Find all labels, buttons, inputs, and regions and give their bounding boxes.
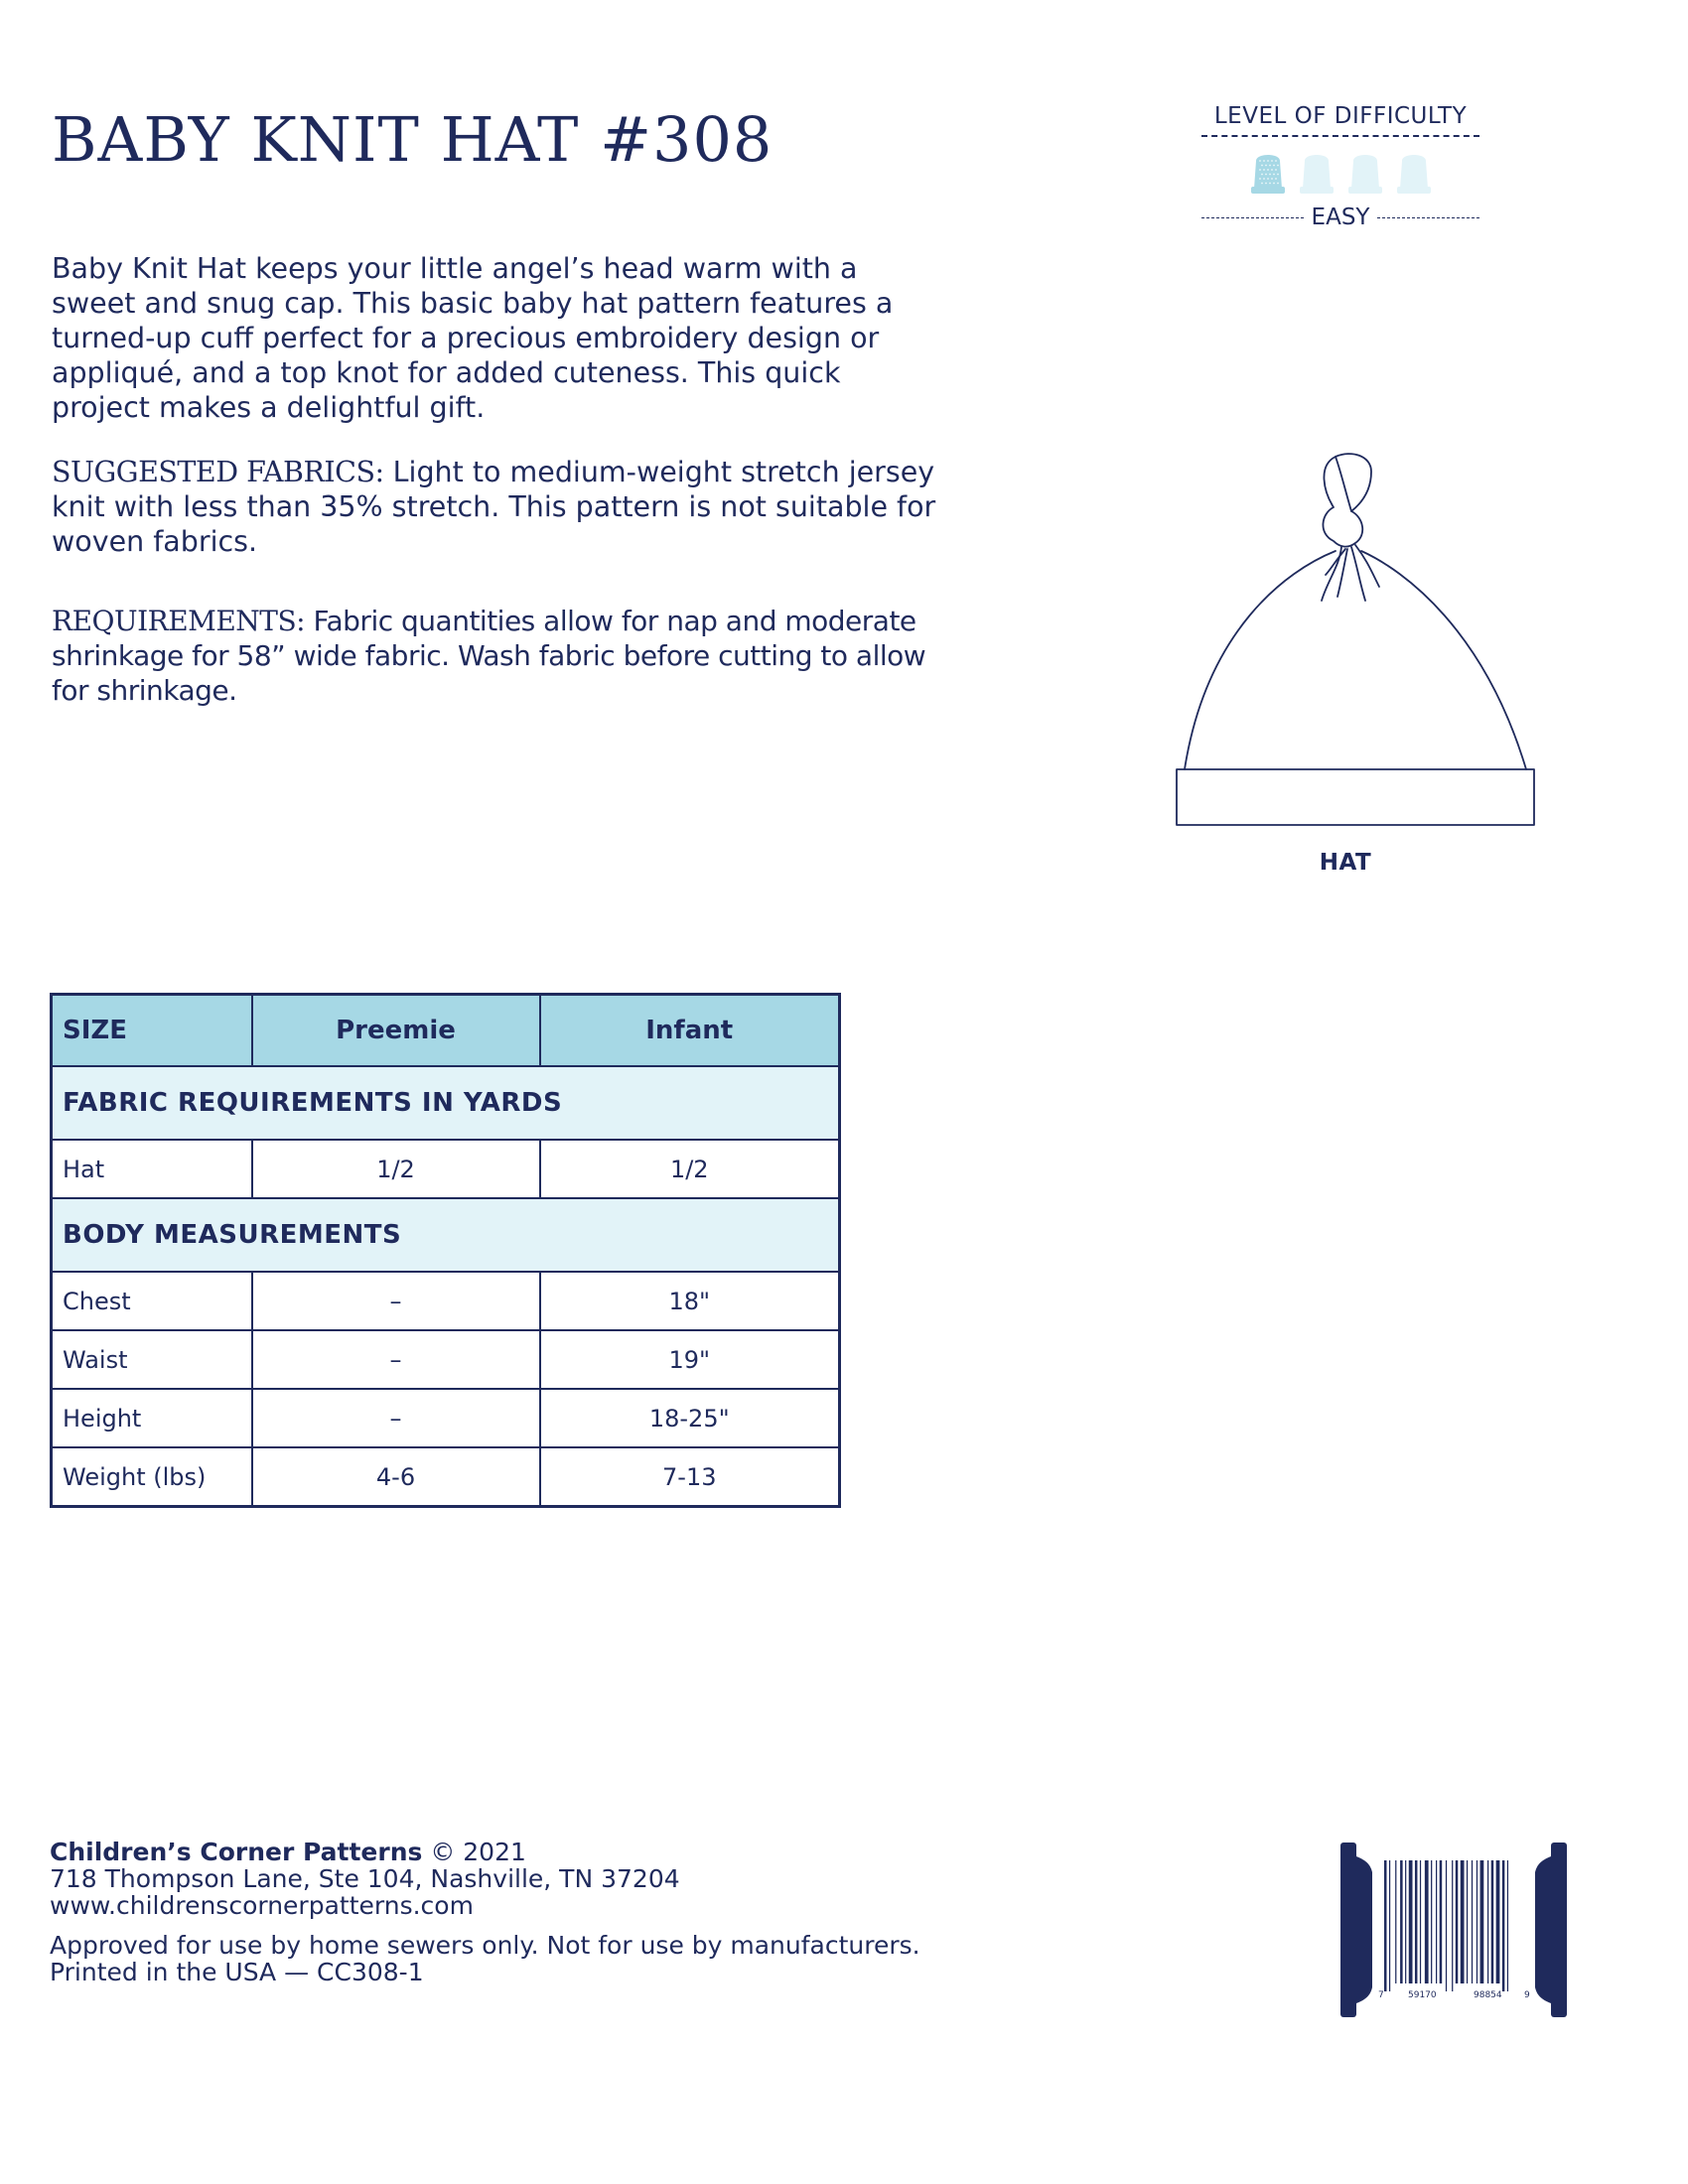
barcode-bar bbox=[1472, 1860, 1473, 1983]
requirements bbox=[52, 604, 945, 708]
barcode-bar bbox=[1446, 1860, 1447, 1991]
difficulty-thimbles bbox=[1201, 151, 1479, 195]
barcode-group-1: 59170 bbox=[1408, 1990, 1437, 2000]
barcode-bar bbox=[1431, 1860, 1432, 1983]
thimble-icon bbox=[1248, 151, 1288, 195]
difficulty-label: LEVEL OF DIFFICULTY bbox=[1201, 103, 1479, 137]
barcode-bar bbox=[1491, 1860, 1494, 1983]
barcode-bar bbox=[1436, 1860, 1437, 1983]
row-label: Hat bbox=[52, 1140, 252, 1198]
thimble-icon bbox=[1297, 151, 1336, 195]
infant-value: 18" bbox=[540, 1272, 840, 1330]
printed-code: Printed in the USA — CC308-1 bbox=[50, 1958, 424, 1986]
difficulty-rating: EASY bbox=[1311, 205, 1370, 230]
illustration-caption: HAT bbox=[1319, 850, 1372, 876]
barcode-bar bbox=[1425, 1860, 1429, 1983]
requirements-text: Fabric quantities allow for nap and moderate shrinkage for 58” wide fabric. Wash fabric before cutting to allow for shrinkage. bbox=[52, 605, 926, 707]
copyright: © 2021 bbox=[422, 1838, 526, 1866]
row-label: Weight (lbs) bbox=[52, 1447, 252, 1507]
barcode-right-digit: 9 bbox=[1524, 1990, 1530, 2000]
barcode-bar bbox=[1395, 1860, 1396, 1983]
company-name: Children’s Corner Patterns bbox=[50, 1838, 423, 1866]
barcode-bar bbox=[1440, 1860, 1443, 1983]
knot-hat-icon bbox=[1147, 452, 1564, 839]
table-row bbox=[52, 1447, 840, 1507]
size-table bbox=[50, 993, 841, 1508]
table-row bbox=[52, 1389, 840, 1447]
barcode-bar bbox=[1389, 1860, 1390, 1991]
barcode-bar bbox=[1456, 1860, 1459, 1983]
row-label: Waist bbox=[52, 1330, 252, 1389]
body-measurements-section bbox=[52, 1198, 840, 1272]
barcode-bar bbox=[1480, 1860, 1484, 1983]
table-row bbox=[52, 1330, 840, 1389]
infant-value: 19" bbox=[540, 1330, 840, 1389]
company-line bbox=[50, 1839, 920, 1865]
infant-value: 18-25" bbox=[540, 1389, 840, 1447]
barcode-bar bbox=[1502, 1860, 1505, 1991]
barcode-bar bbox=[1409, 1860, 1413, 1983]
preemie-value: 4-6 bbox=[252, 1447, 540, 1507]
usage-notice: Approved for use by home sewers only. Not for use by manufacturers. bbox=[50, 1931, 920, 1960]
pattern-description: Baby Knit Hat keeps your little angel’s head warm with a sweet and snug cap. This basic baby hat pattern features a turned-up cuff perfect for a precious embroidery design or appliqué, and a top knot for added cuteness. This quick project makes a delightful gift. bbox=[52, 252, 894, 424]
infant-value: 1/2 bbox=[540, 1140, 840, 1198]
barcode-bars bbox=[1384, 1860, 1508, 1991]
suggested-fabrics-label: SUGGESTED FABRICS: bbox=[52, 456, 384, 488]
barcode-bar bbox=[1461, 1860, 1465, 1983]
address: 718 Thompson Lane, Ste 104, Nashville, TN 37204 bbox=[50, 1864, 680, 1893]
barcode-spool-icon bbox=[1338, 1843, 1569, 2017]
thimble-icon bbox=[1394, 151, 1434, 195]
website: www.childrenscornerpatterns.com bbox=[50, 1891, 474, 1920]
preemie-value: – bbox=[252, 1330, 540, 1389]
barcode-bar bbox=[1405, 1860, 1406, 1983]
publisher-footer bbox=[50, 1839, 920, 1985]
column-size: SIZE bbox=[52, 995, 252, 1067]
suggested-fabrics bbox=[52, 455, 945, 559]
row-label: Chest bbox=[52, 1272, 252, 1330]
barcode-bar bbox=[1384, 1860, 1387, 1991]
barcode-group-2: 98854 bbox=[1474, 1990, 1502, 2000]
preemie-value: – bbox=[252, 1389, 540, 1447]
barcode-bar bbox=[1467, 1860, 1468, 1983]
barcode-bar bbox=[1487, 1860, 1488, 1983]
infant-value: 7-13 bbox=[540, 1447, 840, 1507]
table-row bbox=[52, 1140, 840, 1198]
preemie-value: – bbox=[252, 1272, 540, 1330]
barcode-bar bbox=[1400, 1860, 1403, 1983]
section-title: BODY MEASUREMENTS bbox=[52, 1198, 840, 1272]
barcode-bar bbox=[1452, 1860, 1453, 1991]
preemie-value: 1/2 bbox=[252, 1140, 540, 1198]
size-table-header bbox=[52, 995, 840, 1067]
barcode-bar bbox=[1415, 1860, 1418, 1983]
barcode-bar bbox=[1496, 1860, 1500, 1983]
row-label: Height bbox=[52, 1389, 252, 1447]
barcode-bar bbox=[1507, 1860, 1508, 1991]
thimble-icon bbox=[1345, 151, 1385, 195]
table-row bbox=[52, 1272, 840, 1330]
requirements-label: REQUIREMENTS: bbox=[52, 605, 306, 637]
fabric-requirements-section bbox=[52, 1066, 840, 1140]
column-infant: Infant bbox=[540, 995, 840, 1067]
suggested-fabrics-text: Light to medium-weight stretch jersey knit with less than 35% stretch. This pattern is not suitable for woven fabrics. bbox=[52, 456, 936, 558]
barcode-bar bbox=[1420, 1860, 1421, 1983]
difficulty-rating-row bbox=[1201, 205, 1479, 230]
section-title: FABRIC REQUIREMENTS IN YARDS bbox=[52, 1066, 840, 1140]
difficulty-panel bbox=[1201, 103, 1479, 230]
page-title: BABY KNIT HAT #308 bbox=[52, 103, 774, 176]
barcode-left-digit: 7 bbox=[1378, 1990, 1384, 2000]
column-preemie: Preemie bbox=[252, 995, 540, 1067]
